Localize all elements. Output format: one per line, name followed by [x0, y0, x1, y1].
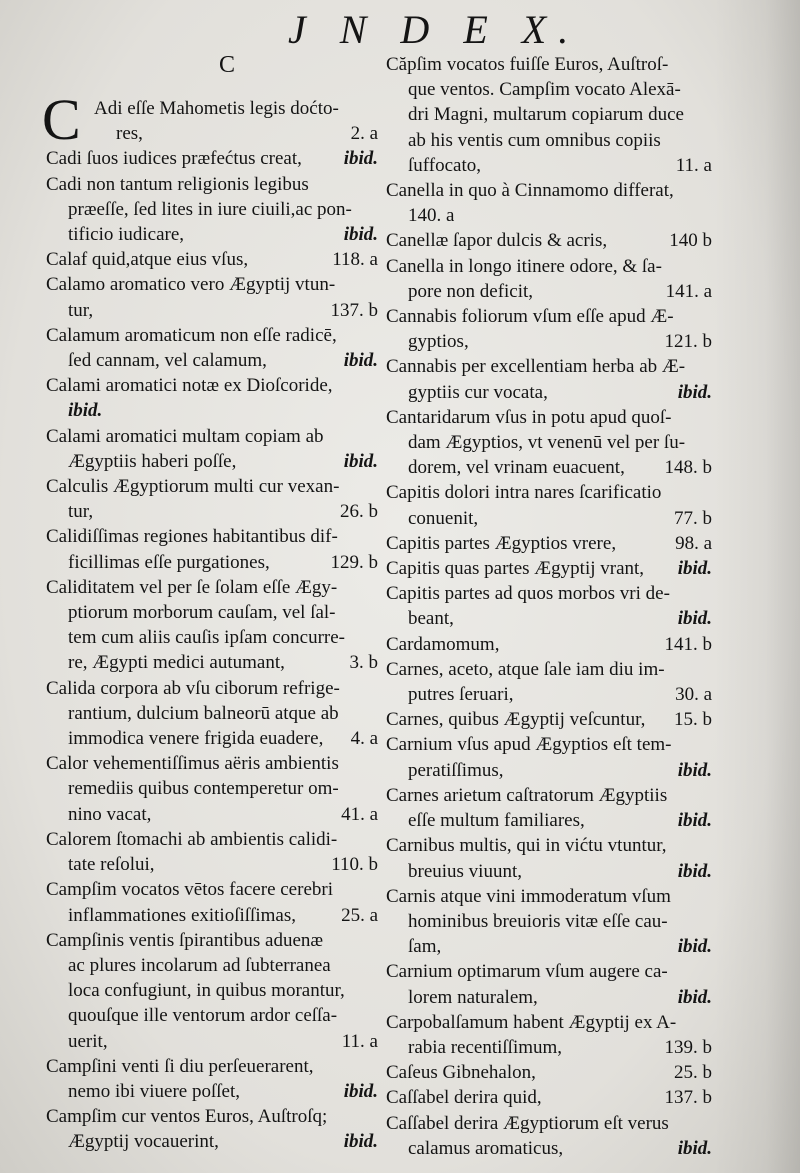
- page-reference: ibid.: [677, 608, 712, 630]
- entry-line: [386, 783, 712, 808]
- page-reference: 11. a: [675, 154, 712, 176]
- entry-text: dorem, vel vrinam euacuent,: [408, 457, 625, 479]
- entry-line: [386, 228, 712, 253]
- page-reference: ibid.: [677, 860, 712, 882]
- page-reference: 15. b: [674, 709, 712, 731]
- index-entry: [386, 732, 712, 782]
- entry-line: [46, 222, 378, 247]
- entry-line: [386, 77, 712, 102]
- entry-text: Carnium optimarum vſum augere ca-: [386, 961, 668, 983]
- index-entry: [46, 676, 378, 752]
- entry-line: [386, 606, 712, 631]
- entry-text: Calculis Ægyptiorum multi cur vexan-: [46, 476, 340, 498]
- entry-line: [386, 632, 712, 657]
- index-entry: [386, 833, 712, 883]
- entry-line: [386, 329, 712, 354]
- entry-text: Cardamomum,: [386, 633, 500, 655]
- entry-text: loca confugiunt, in quibus morantur,: [68, 980, 345, 1002]
- entry-text: Carpobalſamum habent Ægyptij ex A-: [386, 1011, 677, 1033]
- entry-text: Căpſim vocatos fuiſſe Euros, Auſtroſ-: [386, 54, 669, 75]
- page-reference: ibid.: [343, 1080, 378, 1102]
- index-entry: [386, 531, 712, 556]
- entry-text: quouſque ille ventorum ardor ceſſa-: [68, 1005, 338, 1027]
- entry-text: Carnis atque vini immoderatum vſum: [386, 885, 671, 907]
- entry-line: [46, 499, 378, 524]
- running-title: J N D E X.: [288, 7, 581, 52]
- entry-text: tate reſolui,: [68, 854, 155, 876]
- entry-text: Cadi ſuos iudices præfećtus creat,: [46, 148, 302, 170]
- entry-text: re, Ægypti medici autumant,: [68, 652, 285, 674]
- entry-line: [386, 556, 712, 581]
- index-entry: [46, 827, 378, 877]
- entry-text: Capitis quas partes Ægyptij vrant,: [386, 558, 645, 580]
- page-reference: 140 b: [669, 230, 712, 252]
- page-reference: 30. a: [675, 684, 712, 706]
- entry-line: [46, 928, 378, 953]
- entry-line: [46, 272, 378, 297]
- page-reference: ibid.: [677, 936, 712, 958]
- entry-line: [46, 1079, 378, 1104]
- entry-line: [386, 909, 712, 934]
- entry-text: Adi eſſe Mahometis legis doćto-: [94, 98, 339, 119]
- entry-line: [46, 298, 378, 323]
- entry-line: [386, 1136, 712, 1161]
- entry-line: [46, 1003, 378, 1028]
- index-entry: [46, 247, 378, 272]
- index-entry: [386, 354, 712, 404]
- index-entry: [386, 657, 712, 707]
- page-reference: ibid.: [677, 759, 712, 781]
- page-edge-shadow: [714, 0, 800, 1173]
- entry-text: nino vacat,: [68, 803, 152, 825]
- entry-line: [94, 96, 378, 121]
- index-entry: [46, 1104, 378, 1154]
- entry-line: [386, 657, 712, 682]
- entry-line: [46, 550, 378, 575]
- entry-line: [46, 398, 378, 423]
- page-reference: 139. b: [664, 1036, 712, 1058]
- entry-line: [386, 354, 712, 379]
- entry-text: Calamum aromaticum non eſſe radicē,: [46, 324, 337, 346]
- page-reference: 129. b: [330, 551, 378, 573]
- left-entries: [42, 87, 378, 1155]
- page-reference: ibid.: [677, 558, 712, 580]
- page-reference: ibid.: [677, 986, 712, 1008]
- entry-text: Cannabis foliorum vſum eſſe apud Æ-: [386, 306, 674, 328]
- entry-line: [386, 506, 712, 531]
- page-reference: 121. b: [664, 331, 712, 353]
- entry-line: [386, 1010, 712, 1035]
- entry-line: [386, 758, 712, 783]
- index-entry: [386, 1010, 712, 1060]
- entry-line: [46, 827, 378, 852]
- entry-text: hominibus breuioris vitæ eſſe cau-: [408, 910, 668, 932]
- entry-text: peratiſſimus,: [408, 759, 504, 781]
- entry-line: [386, 455, 712, 480]
- entry-text: res,: [116, 123, 143, 145]
- entry-line: [46, 1029, 378, 1054]
- page-reference: 41. a: [341, 803, 378, 825]
- entry-text: Ægyptiis haberi poſſe,: [68, 450, 237, 472]
- entry-line: [46, 449, 378, 474]
- page-reference: 2. a: [350, 123, 378, 145]
- index-entry: [386, 632, 712, 657]
- entry-line: [386, 102, 712, 127]
- index-entry: [386, 581, 712, 631]
- entry-line: [46, 474, 378, 499]
- entry-text: Campſim cur ventos Euros, Auſtroſq;: [46, 1106, 328, 1128]
- entry-text: Calami aromatici notæ ex Dioſcoride,: [46, 375, 333, 397]
- entry-text: Carnes, aceto, atque ſale iam diu im-: [386, 658, 665, 680]
- entry-line: [386, 430, 712, 455]
- page-reference: 118. a: [332, 249, 378, 271]
- entry-text: remediis quibus contemperetur om-: [68, 778, 339, 800]
- page-reference: ibid.: [677, 1137, 712, 1159]
- index-entry: [46, 575, 378, 676]
- entry-text: gyptiis cur vocata,: [408, 381, 548, 403]
- entry-text: ab his ventis cum omnibus copiis: [408, 129, 661, 151]
- index-entry: [46, 751, 378, 827]
- entry-line: [46, 373, 378, 398]
- entry-line: [46, 600, 378, 625]
- entry-text: Cadi non tantum religionis legibus: [46, 173, 309, 195]
- entry-line: [386, 203, 712, 228]
- page-reference: 110. b: [331, 854, 378, 876]
- entry-line: [46, 776, 378, 801]
- entry-text: Cantaridarum vſus in potu apud quoſ-: [386, 406, 672, 428]
- entry-line: [46, 650, 378, 675]
- entry-line: [46, 802, 378, 827]
- entry-text: ficillimas eſſe purgationes,: [68, 551, 270, 573]
- page-reference: 137. b: [664, 1087, 712, 1109]
- entry-text: lorem naturalem,: [408, 986, 538, 1008]
- entry-line: [46, 726, 378, 751]
- entry-text: præeſſe, ſed lites in iure ciuili,ac pon-: [68, 198, 352, 220]
- right-column: [386, 52, 712, 1161]
- entry-text: ac plures incolarum ad ſubterranea: [68, 954, 331, 976]
- entry-line: [46, 701, 378, 726]
- entry-text: Capitis partes ad quos morbos vri de-: [386, 583, 670, 605]
- entry-line: [386, 531, 712, 556]
- entry-text: ſed cannam, vel calamum,: [68, 350, 267, 372]
- entry-line: [386, 934, 712, 959]
- entry-line: [386, 304, 712, 329]
- entry-line: [386, 480, 712, 505]
- entry-line: [46, 625, 378, 650]
- entry-text: Calida corpora ab vſu ciborum refrige-: [46, 677, 340, 699]
- entry-line: [386, 859, 712, 884]
- entry-line: [46, 877, 378, 902]
- entry-line: [386, 405, 712, 430]
- index-entry: [386, 1085, 712, 1110]
- index-entry: [46, 424, 378, 474]
- entry-text: tem cum aliis cauſis ipſam concurre-: [68, 627, 345, 649]
- entry-text: Canella in quo à Cinnamomo differat,: [386, 180, 674, 202]
- entry-line: [46, 424, 378, 449]
- entry-line: [386, 833, 712, 858]
- entry-text: Carnium vſus apud Ægyptios eſt tem-: [386, 734, 672, 756]
- section-letter: C: [218, 52, 235, 78]
- entry-text: Cannabis per excellentiam herba ab Æ-: [386, 356, 686, 378]
- index-entry: [386, 178, 712, 228]
- entry-text: Campſinis ventis ſpirantibus aduenæ: [46, 929, 324, 951]
- page-reference: 26. b: [340, 501, 378, 523]
- entry-text: ſam,: [408, 936, 442, 958]
- page-reference: 141. a: [665, 280, 712, 302]
- index-entry: [386, 52, 712, 178]
- index-entry: [46, 1054, 378, 1104]
- index-entry: [386, 304, 712, 354]
- entry-line: [386, 153, 712, 178]
- page-reference: 11. a: [341, 1030, 378, 1052]
- entry-line: [46, 348, 378, 373]
- page-reference: ibid.: [343, 1131, 378, 1153]
- entry-line: [46, 172, 378, 197]
- entry-text: Capitis partes Ægyptios vrere,: [386, 532, 617, 554]
- page-reference: ibid.: [677, 381, 712, 403]
- entry-line: [46, 247, 378, 272]
- index-entry: [386, 707, 712, 732]
- page-reference: 141. b: [664, 633, 712, 655]
- entry-text: ptiorum morborum cauſam, vel ſal-: [68, 602, 336, 624]
- entry-text: Calor vehementiſſimus aëris ambientis: [46, 753, 339, 775]
- entry-text: Calorem ſtomachi ab ambientis calidi-: [46, 828, 338, 850]
- page-reference: ibid.: [343, 224, 378, 246]
- entry-text: rantium, dulcium balneorū atque ab: [68, 702, 339, 724]
- entry-text: tificio iudicare,: [68, 224, 185, 246]
- entry-line: [386, 52, 712, 77]
- entry-line: [386, 1111, 712, 1136]
- entry-text: 140. a: [408, 205, 455, 227]
- index-entry: [46, 323, 378, 373]
- page-reference: ibid.: [343, 450, 378, 472]
- entry-text: Canellæ ſapor dulcis & acris,: [386, 230, 608, 252]
- entry-text: Campſini venti ſi diu perſeuerarent,: [46, 1055, 314, 1077]
- entry-text: Campſim vocatos vētos facere cerebri: [46, 879, 333, 901]
- page-reference: 3. b: [349, 652, 378, 674]
- entry-text: ſuffocato,: [408, 154, 481, 176]
- page-reference: 77. b: [674, 507, 712, 529]
- entry-line: [386, 1085, 712, 1110]
- page-reference: 25. b: [674, 1062, 712, 1084]
- entry-line: [386, 581, 712, 606]
- entry-text: calamus aromaticus,: [408, 1137, 564, 1159]
- page-reference: 148. b: [664, 457, 712, 479]
- entry-text: putres ſeruari,: [408, 684, 514, 706]
- entry-text: immodica venere frigida euadere,: [68, 728, 324, 750]
- entry-text: Calamo aromatico vero Ægyptij vtun-: [46, 274, 336, 296]
- entry-line: [46, 146, 378, 171]
- entry-line: [46, 852, 378, 877]
- entry-text: dam Ægyptios, vt venenū vel per ſu-: [408, 432, 686, 454]
- entry-text: uerit,: [68, 1030, 108, 1052]
- index-entry: [46, 272, 378, 322]
- entry-text: que ventos. Campſim vocato Alexā-: [408, 79, 681, 101]
- entry-text: Calaf quid,atque eius vſus,: [46, 249, 249, 271]
- page-reference: ibid.: [343, 148, 378, 170]
- left-column: [42, 52, 378, 1155]
- entry-line: [46, 751, 378, 776]
- index-entry: [46, 877, 378, 927]
- entry-text: pore non deficit,: [408, 280, 534, 302]
- page-reference: 137. b: [330, 299, 378, 321]
- index-entry: [46, 524, 378, 574]
- entry-line: [386, 254, 712, 279]
- right-entries: [386, 52, 712, 1161]
- entry-line: [46, 197, 378, 222]
- index-entry: [386, 1060, 712, 1085]
- entry-line: [386, 128, 712, 153]
- entry-text: dri Magni, multarum copiarum duce: [408, 104, 684, 126]
- entry-line: [46, 953, 378, 978]
- entry-text: Calami aromatici multam copiam ab: [46, 425, 324, 447]
- entry-line: [386, 884, 712, 909]
- entry-text: Carnes arietum caſtratorum Ægyptiis: [386, 784, 668, 806]
- entry-text: Caliditatem vel per ſe ſolam eſſe Ægy-: [46, 576, 338, 598]
- entry-line: [46, 978, 378, 1003]
- entry-line: [46, 903, 378, 928]
- entry-line: [386, 959, 712, 984]
- entry-line: [46, 575, 378, 600]
- entry-line: [46, 323, 378, 348]
- entry-line: [386, 707, 712, 732]
- entry-text: eſſe multum familiares,: [408, 810, 585, 832]
- entry-text: rabia recentiſſimum,: [408, 1036, 563, 1058]
- entry-line: [386, 985, 712, 1010]
- entry-text: Carnibus multis, qui in vićtu vtuntur,: [386, 835, 667, 857]
- entry-line: [386, 1035, 712, 1060]
- entry-text: ibid.: [68, 400, 103, 422]
- entry-text: tur,: [68, 501, 94, 523]
- index-entry: [386, 884, 712, 960]
- index-entry: [386, 959, 712, 1009]
- entry-line: [386, 1060, 712, 1085]
- index-entry: [46, 474, 378, 524]
- entry-line: [386, 178, 712, 203]
- index-entry: [42, 87, 378, 152]
- entry-text: Caſſabel derira quid,: [386, 1087, 542, 1109]
- entry-line: [386, 732, 712, 757]
- entry-text: gyptios,: [408, 331, 469, 353]
- entry-line: [46, 1129, 378, 1154]
- entry-line: [386, 380, 712, 405]
- index-entry: [386, 556, 712, 581]
- entry-line: [46, 524, 378, 549]
- index-entry: [386, 228, 712, 253]
- index-entry: [386, 783, 712, 833]
- entry-text: Capitis dolori intra nares ſcarificatio: [386, 482, 662, 504]
- index-entry: [46, 928, 378, 1054]
- entry-line: [386, 279, 712, 304]
- page-reference: 98. a: [675, 532, 712, 554]
- entry-text: Ægyptij vocauerint,: [68, 1131, 219, 1153]
- index-entry: [386, 1111, 712, 1161]
- page-reference: ibid.: [343, 350, 378, 372]
- index-entry: [46, 373, 378, 423]
- drop-cap: C: [42, 87, 81, 152]
- entry-text: breuius viuunt,: [408, 860, 522, 882]
- entry-text: inflammationes exitioſiſſimas,: [68, 904, 296, 926]
- entry-text: beant,: [408, 608, 454, 630]
- page-reference: ibid.: [677, 810, 712, 832]
- entry-line: [386, 682, 712, 707]
- entry-text: tur,: [68, 299, 94, 321]
- index-entry: [46, 146, 378, 171]
- entry-text: conuenit,: [408, 507, 479, 529]
- entry-line: [94, 121, 378, 146]
- index-entry: [386, 405, 712, 481]
- entry-text: Calidiſſimas regiones habitantibus dif-: [46, 526, 338, 548]
- entry-text: Caſſabel derira Ægyptiorum eſt verus: [386, 1112, 669, 1134]
- entry-line: [386, 808, 712, 833]
- index-entry: [46, 172, 378, 248]
- index-entry: [386, 480, 712, 530]
- entry-line: [46, 676, 378, 701]
- entry-line: [46, 1104, 378, 1129]
- entry-text: Caſeus Gibnehalon,: [386, 1062, 536, 1084]
- index-entry: [386, 254, 712, 304]
- entry-line: [46, 1054, 378, 1079]
- page-reference: 25. a: [341, 904, 378, 926]
- entry-text: nemo ibi viuere poſſet,: [68, 1080, 241, 1102]
- page-reference: 4. a: [350, 728, 378, 750]
- entry-text: Canella in longo itinere odore, & ſa-: [386, 255, 662, 277]
- entry-text: Carnes, quibus Ægyptij veſcuntur,: [386, 709, 646, 731]
